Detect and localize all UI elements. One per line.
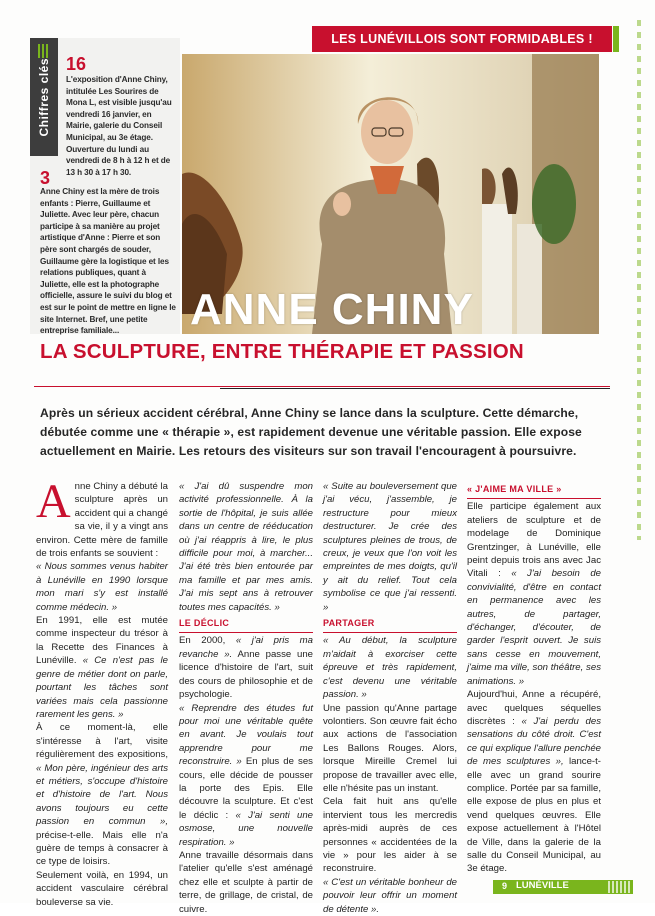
section-heading-jaime-ma-ville: « J'AIME MA VILLE » (467, 484, 562, 494)
col2-quote1: « J'ai dû suspendre mon activité professionnelle. À la sortie de l'hôpital, je suis allée dans un centre de rééducation où j'ai réappris à lire, le plus difficile pour moi, à marcher... J'ai été très bien entourée par ma famille et par mes amis. J'ai mis sept ans à retrouver toutes mes capacités. » (179, 481, 313, 613)
col3-quote3: « C'est un véritable bonheur de pouvoir leur offrir un moment de détente ». (323, 876, 457, 915)
banner-accent (613, 26, 619, 52)
col4-p2: Aujourd'hui, Anne a récupéré, avec quelques séquelles discrètes : (467, 689, 601, 727)
article-column-1 (36, 475, 169, 909)
heading-rule (179, 632, 313, 633)
stat-text-3: Anne Chiny est la mère de trois enfants : Pierre, Guillaume et Juliette. Avec leur père, chacun participe à sa manière au projet artistique d'Anne : Pierre et son père sont chargés de souder, Guillaume gère la logistique et les relations publiques, quant à Juliette, elle est la photographe officielle, assure le suivi du blog et est sur le point de mettre en ligne le site Internet. Bref, une petite entreprise familiale... (40, 187, 176, 336)
article-column-3 (323, 480, 457, 916)
col1-quote2: « Ce n'est pas le genre de métier dont on parle, pourtant les tâches sont variées mais cela passionne rarement les gens. » (36, 655, 168, 720)
col4-quote2: « J'ai perdu des sensations du côté droit. C'est ce qui explique l'allure penchée de mes sculptures », (467, 715, 601, 768)
col2-p2: En plus de ses cours, elle décide de pousser la porte des Epis. Elle découvre la sculpture. Et c'est le déclic : (179, 756, 313, 821)
article-lead: Après un sérieux accident cérébral, Anne Chiny se lance dans la sculpture. Cette démarche, débutée comme une « thérapie », est rapidement devenue une véritable passion. Elle expose actuellement en Mairie. Les retours des visiteurs sur son travail l'encouragent à poursuivre. (40, 406, 582, 458)
edge-decoration (637, 20, 641, 540)
col2-quote3: « J'ai senti une osmose, une nouvelle respiration. » (179, 809, 313, 848)
col4-p1: Elle participe également aux ateliers de sculpture et de modelage de Dominique Grentzinger, à Lunéville, elle peint depuis trois ans avec Jac Vitali : (467, 501, 601, 580)
col4-p3: lance-t-elle avec un grand sourire complice. Portée par sa famille, elle expose de plus en plus et vend quelques œuvres. Elle expose actuellement à l'Hôtel de Ville, dans la galerie de la salle du Conseil Municipal, au 3e étage. (467, 756, 601, 875)
col2-p1q: « j'ai pris ma revanche ». (179, 635, 313, 660)
col3-quote2: « Au début, la sculpture m'aidait à exorciser cette épreuve et très rapidement, c'est devenu une véritable passion. » (323, 635, 457, 701)
col1-p4: précise-t-elle. Mais elle n'a guère de temps à consacrer à ce type de loisirs. (36, 829, 168, 868)
stat-text-16: L'exposition d'Anne Chiny, intitulée Les Sourires de Mona L, est visible jusqu'au vendredi 16 janvier, en Mairie, galerie du Conseil Municipal, au 3e étage. Ouverture du lundi au vendredi de 8 h à 12 h et de 13 h 30 à 17 h 30. (66, 75, 172, 177)
stat-number-16: 16 (66, 54, 87, 74)
col3-p2: Cela fait huit ans qu'elle intervient tous les mercredis après-midi auprès de ces personnes « accidentées de la vie » pour les aider à se reconstruire. (323, 796, 457, 875)
stat-number-3: 3 (40, 168, 51, 188)
article-column-4 (467, 480, 601, 876)
heading-rule (467, 498, 601, 499)
title-rule-black (220, 388, 610, 389)
col2-p1b: Anne passe une licence d'histoire de l'art, suit des cours de philosophie et de psychologie. (179, 648, 313, 701)
col1-quote1: « Nous sommes venus habiter à Lunéville en 1990 lorsque mon mari s'y est installé comme médecin. » (36, 561, 168, 613)
col3-p1: Une passion qu'Anne partage volontiers. Son œuvre fait écho aux actions de l'association Les Ballons Rouges. Alors, lorsque Mireille Cremel lui propose de travailler avec elle, elle n'hésite pas un instant. (323, 702, 457, 794)
section-heading-declic: LE DÉCLIC (179, 618, 230, 629)
col1-p2: En 1991, elle est mutée comme inspecteur du trésor à la Recette des Finances à Lunéville. (36, 615, 168, 667)
photo-title-overlay: ANNE CHINY (190, 285, 474, 334)
footer-stripes-icon (608, 881, 632, 893)
drop-cap: A (36, 475, 71, 528)
section-banner: LES LUNÉVILLOIS SONT FORMIDABLES ! (312, 26, 612, 52)
key-figures-label: Chiffres clés (37, 57, 51, 137)
article-title: LA SCULPTURE, ENTRE THÉRAPIE ET PASSION (40, 340, 524, 363)
col1-p5: Seulement voilà, en 1994, un accident vasculaire cérébral bouleverse sa vie. (36, 869, 168, 908)
section-heading-partager: PARTAGER (323, 618, 375, 629)
page-number: 9 (502, 881, 508, 891)
col4-quote1: « J'ai besoin de convivialité, d'être en contact en permanence avec les autres, de partager, d'échanger, d'écouter, de garder l'esprit ouvert. Je suis sans cesse en mouvement, j'aime ma ville, son théâtre, ses animations. » (467, 568, 602, 687)
col1-p1: nne Chiny a débuté la sculpture après un accident qui a changé sa vie, il y a vingt ans environ. Cette mère de famille de trois enfants se souvient : (36, 481, 169, 560)
title-rule-red (34, 386, 610, 387)
col2-quote2: « Reprendre des études fut pour moi une véritable quête en avant. Je voulais tout apprendre pour me reconstruire. » (179, 702, 313, 768)
col2-p1a: En 2000, (179, 635, 226, 647)
col1-p3: À ce moment-là, elle s'intéresse à l'art, visite régulièrement des expositions, (36, 722, 168, 761)
article-column-2 (179, 480, 313, 916)
col2-p3: Anne travaille désormais dans l'atelier qu'elle s'est aménagé chez elle et sculpte à partir de terre, de grillage, de cristal, de cuivre. (179, 849, 313, 915)
footer-label: LUNÉVILLE (516, 880, 569, 891)
col3-quote1: « Suite au bouleversement que j'ai vécu, j'assemble, je restructure pour mieux destructurer. Je crée des sculptures pleines de trous, de creux, je veux que l'on voit les empreintes de mes doigts, qu'il y ait du relief. Tout cela symbolise ce que j'ai ressenti. » (323, 481, 457, 613)
heading-rule (323, 632, 457, 633)
col1-quote3: « Mon père, ingénieur des arts et métiers, s'occupe d'histoire et d'histoire de l'art. Nous avons toujours eu cette passion en commun », (36, 762, 168, 828)
